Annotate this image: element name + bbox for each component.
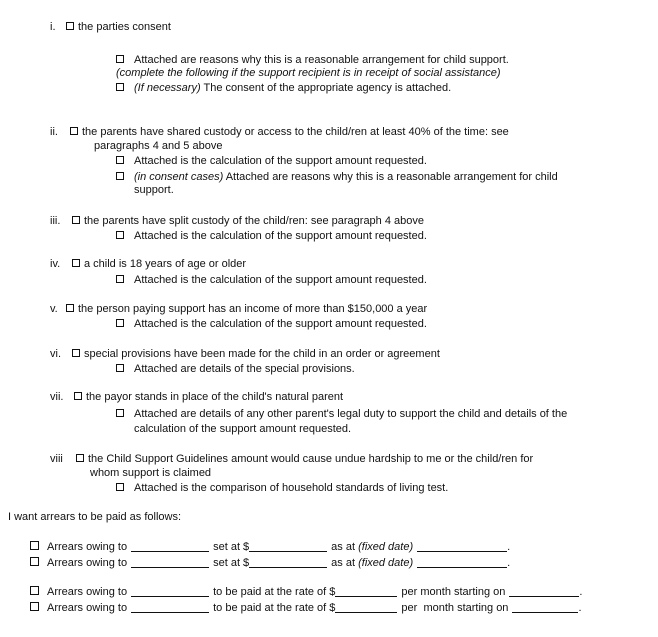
sub-item: [116, 408, 567, 421]
checkbox[interactable]: [116, 231, 124, 239]
sub-item: [116, 274, 427, 287]
checkbox[interactable]: [116, 172, 124, 180]
checkbox[interactable]: [116, 364, 124, 372]
arrears-row-4: [30, 602, 582, 615]
checkbox[interactable]: [116, 83, 124, 91]
sub-item: [116, 363, 355, 376]
label: set at $: [213, 541, 250, 553]
sub-item: [116, 482, 448, 495]
checkbox[interactable]: [116, 483, 124, 491]
label: to be paid at the rate of $: [213, 602, 336, 614]
sub-item-text: Attached is the comparison of household standards of living test.: [134, 482, 449, 494]
item-number: vi.: [50, 348, 61, 360]
checkbox[interactable]: [30, 541, 39, 550]
label: per: [401, 602, 418, 614]
start-date-field[interactable]: [509, 586, 579, 597]
label: (fixed date): [358, 557, 414, 569]
arrears-row-1: [30, 541, 510, 554]
item-number: i.: [50, 21, 56, 33]
label: Arrears owing to: [47, 602, 128, 614]
date-field[interactable]: [417, 557, 507, 568]
note: (complete the following if the support recipient is in receipt of social assistance): [116, 67, 501, 79]
checkbox[interactable]: [74, 392, 82, 400]
item-text: the parents have shared custody or access to the child/ren at least 40% of the time: see: [82, 126, 509, 138]
owing-to-field[interactable]: [131, 586, 209, 597]
sub-item-text: Attached are reasons why this is a reasonable arrangement for child: [223, 171, 558, 183]
rate-field[interactable]: [335, 586, 397, 597]
owing-to-field[interactable]: [131, 602, 209, 613]
sub-item-text: The consent of the appropriate agency is attached.: [200, 82, 452, 94]
item-number: ii.: [50, 126, 58, 138]
item-v: [50, 303, 427, 316]
owing-to-field[interactable]: [131, 557, 209, 568]
label: (fixed date): [358, 541, 414, 553]
period: .: [578, 602, 582, 614]
item-text: the Child Support Guidelines amount would cause undue hardship to me or the child/ren for: [88, 453, 534, 465]
item-text: the payor stands in place of the child's natural parent: [86, 391, 344, 403]
item-number: v.: [50, 303, 58, 315]
sub-item-text: Attached is the calculation of the support amount requested.: [134, 230, 427, 242]
checkbox[interactable]: [72, 216, 80, 224]
sub-item-text: Attached are details of the special provisions.: [134, 363, 355, 375]
checkbox[interactable]: [76, 454, 84, 462]
item-viii: [50, 453, 533, 466]
item-number: viii: [50, 453, 63, 465]
start-date-field[interactable]: [512, 602, 578, 613]
rate-field[interactable]: [335, 602, 397, 613]
checkbox[interactable]: [30, 557, 39, 566]
label: Arrears owing to: [47, 557, 128, 569]
checkbox[interactable]: [66, 304, 74, 312]
label: Arrears owing to: [47, 586, 128, 598]
sub-item-text: Attached is the calculation of the support amount requested.: [134, 155, 427, 167]
item-iv: [50, 258, 246, 271]
sub-item: [116, 318, 427, 331]
sub-item: [116, 54, 509, 67]
checkbox[interactable]: [66, 22, 74, 30]
sub-item-italic: (in consent cases): [134, 171, 224, 183]
sub-item-text: Attached is the calculation of the support amount requested.: [134, 318, 427, 330]
amount-field[interactable]: [249, 557, 327, 568]
sub-item: [116, 230, 427, 243]
checkbox[interactable]: [116, 275, 124, 283]
sub-item-text: Attached are reasons why this is a reasonable arrangement for child support.: [134, 54, 509, 66]
label: month starting on: [423, 602, 509, 614]
item-vii: [50, 391, 343, 404]
label: Arrears owing to: [47, 541, 128, 553]
item-number: iii.: [50, 215, 61, 227]
sub-item-text-cont: calculation of the support amount requested.: [134, 423, 352, 435]
checkbox[interactable]: [70, 127, 78, 135]
checkbox[interactable]: [72, 349, 80, 357]
period: .: [507, 541, 511, 553]
checkbox[interactable]: [30, 602, 39, 611]
period: .: [507, 557, 511, 569]
arrears-row-2: [30, 557, 510, 570]
item-i: [50, 21, 171, 34]
checkbox[interactable]: [116, 156, 124, 164]
arrears-row-3: [30, 586, 582, 599]
sub-item-text: Attached are details of any other parent's legal duty to support the child and details of the: [134, 408, 568, 420]
item-text: the parties consent: [78, 21, 171, 33]
item-text: the person paying support has an income of more than $150,000 a year: [78, 303, 428, 315]
label: to be paid at the rate of $: [213, 586, 336, 598]
amount-field[interactable]: [249, 541, 327, 552]
item-text: a child is 18 years of age or older: [84, 258, 247, 270]
item-text: special provisions have been made for the child in an order or agreement: [84, 348, 440, 360]
arrears-heading: I want arrears to be paid as follows:: [8, 511, 182, 523]
sub-item-text: Attached is the calculation of the support amount requested.: [134, 274, 427, 286]
item-text: the parents have split custody of the child/ren: see paragraph 4 above: [84, 215, 424, 227]
owing-to-field[interactable]: [131, 541, 209, 552]
item-iii: [50, 215, 424, 228]
checkbox[interactable]: [116, 319, 124, 327]
label: as at: [331, 541, 356, 553]
label: as at: [331, 557, 356, 569]
sub-item: [116, 82, 451, 95]
item-ii: [50, 126, 509, 139]
item-text-cont: paragraphs 4 and 5 above: [94, 140, 223, 152]
label: set at $: [213, 557, 250, 569]
item-number: iv.: [50, 258, 61, 270]
checkbox[interactable]: [30, 586, 39, 595]
label: per month starting on: [401, 586, 506, 598]
item-vi: [50, 348, 440, 361]
sub-item: [116, 171, 558, 184]
item-text-cont: whom support is claimed: [90, 467, 212, 479]
checkbox[interactable]: [72, 259, 80, 267]
sub-item-text-cont: support.: [134, 184, 174, 196]
sub-item: [116, 155, 427, 168]
item-number: vii.: [50, 391, 64, 403]
checkbox[interactable]: [116, 55, 124, 63]
sub-item-italic: (If necessary): [134, 82, 201, 94]
checkbox[interactable]: [116, 409, 124, 417]
date-field[interactable]: [417, 541, 507, 552]
period: .: [579, 586, 583, 598]
